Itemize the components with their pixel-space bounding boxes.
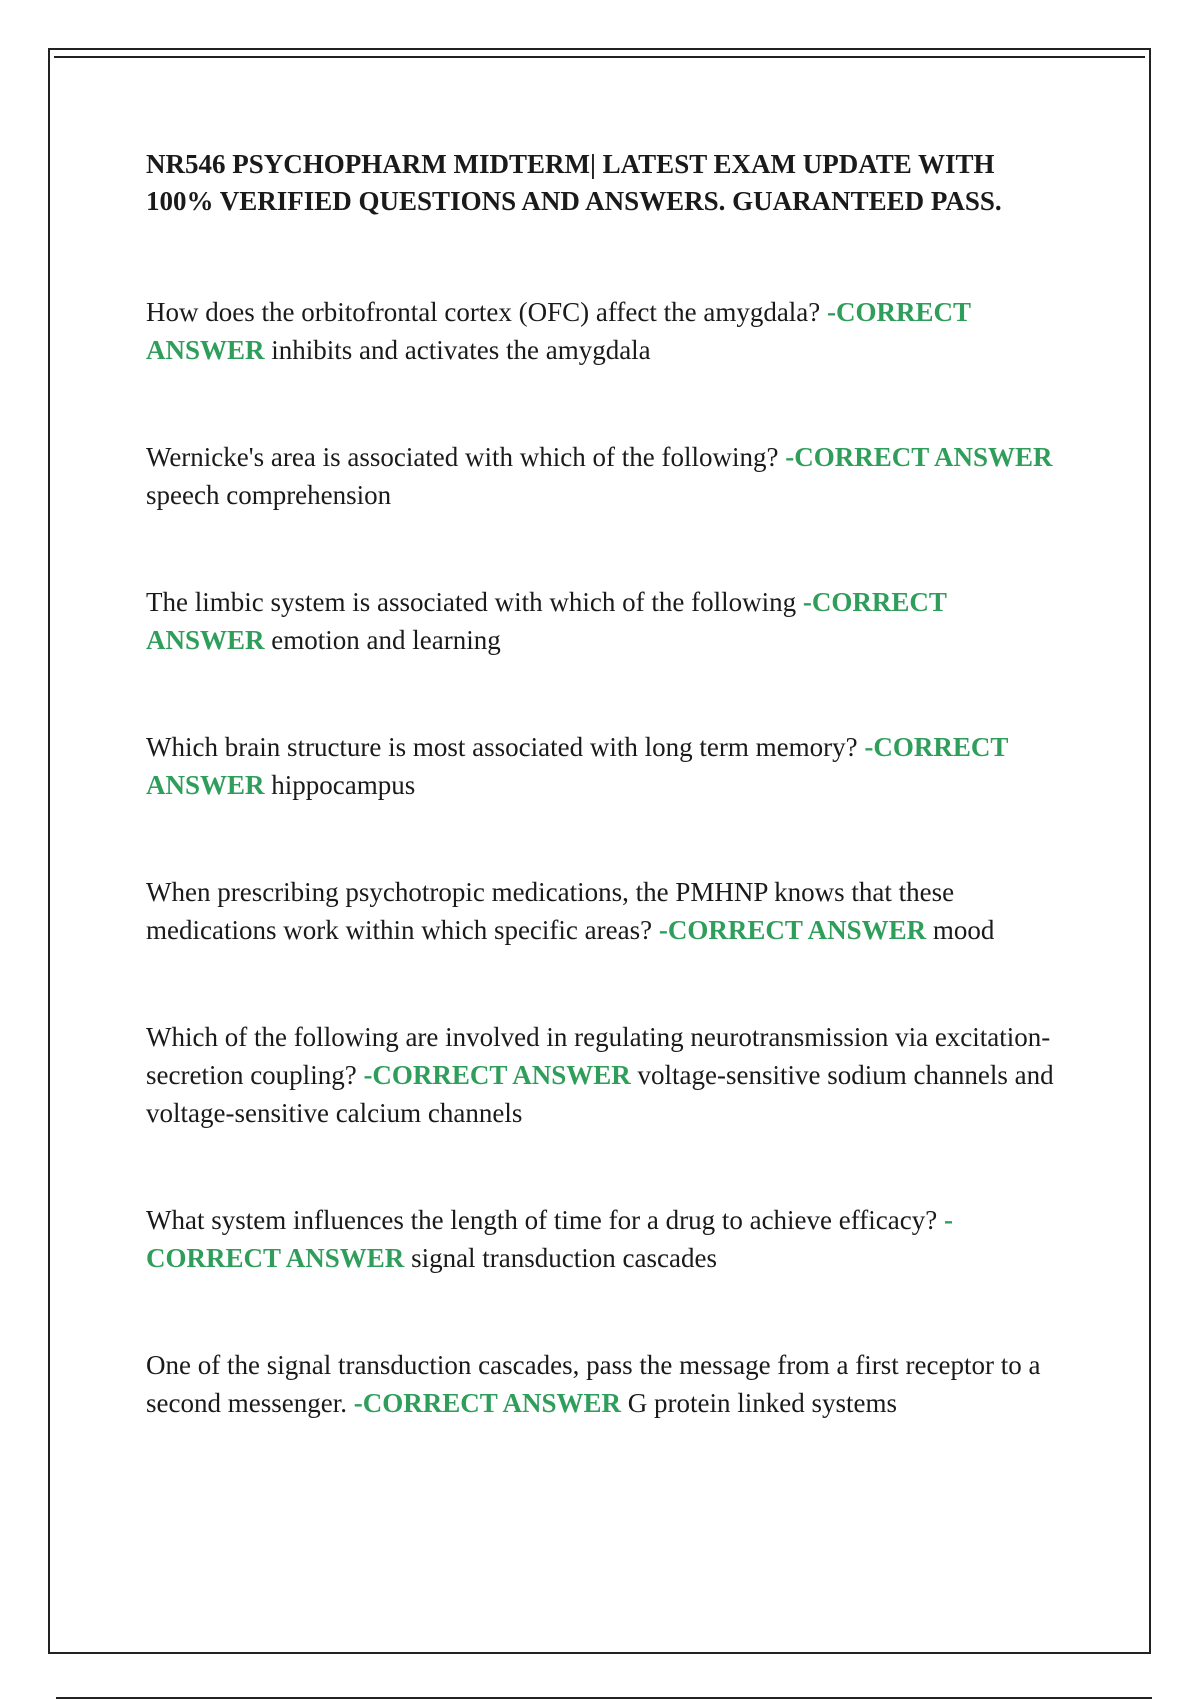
answer-text: hippocampus xyxy=(264,770,416,800)
answer-text: inhibits and activates the amygdala xyxy=(264,335,651,365)
question-text: How does the orbitofrontal cortex (OFC) affect the amygdala? xyxy=(146,297,828,327)
page-top-rule xyxy=(54,56,1145,58)
qa-item-5 xyxy=(146,873,1066,949)
qa-item-3 xyxy=(146,583,1066,659)
question-text: One of the signal transduction cascades, pass the message from a first receptor to a second messenger. xyxy=(146,1350,1041,1418)
correct-answer-label: -CORRECT ANSWER xyxy=(146,1205,953,1273)
question-text: Which brain structure is most associated with long term memory? xyxy=(146,732,865,762)
question-text: When prescribing psychotropic medications, the PMHNP knows that these medications work within which specific areas? xyxy=(146,877,955,945)
question-text: Wernicke's area is associated with which of the following? xyxy=(146,442,786,472)
document-content xyxy=(146,146,1066,1491)
qa-item-7 xyxy=(146,1201,1066,1277)
correct-answer-label: -CORRECT ANSWER xyxy=(146,732,1008,800)
correct-answer-label: -CORRECT ANSWER xyxy=(658,915,927,945)
correct-answer-label: -CORRECT ANSWER xyxy=(146,587,947,655)
correct-answer-label: -CORRECT ANSWER xyxy=(146,297,971,365)
answer-text: signal transduction cascades xyxy=(404,1243,717,1273)
answer-text: voltage-sensitive sodium channels and voltage-sensitive calcium channels xyxy=(146,1060,1054,1128)
qa-item-2 xyxy=(146,438,1066,514)
correct-answer-label: -CORRECT ANSWER xyxy=(785,442,1053,472)
qa-list xyxy=(146,293,1066,1422)
answer-text: emotion and learning xyxy=(264,625,501,655)
qa-item-4 xyxy=(146,728,1066,804)
question-text: Which of the following are involved in regulating neurotransmission via excitation-secretion coupling? xyxy=(146,1022,1051,1090)
document-title: NR546 PSYCHOPHARM MIDTERM| LATEST EXAM UPDATE WITH 100% VERIFIED QUESTIONS AND ANSWERS. GUARANTEED PASS. xyxy=(146,149,1002,216)
answer-text: speech comprehension xyxy=(146,480,392,510)
qa-item-1 xyxy=(146,293,1066,369)
correct-answer-label: -CORRECT ANSWER xyxy=(353,1388,622,1418)
answer-text: G protein linked systems xyxy=(621,1388,897,1418)
next-page-top-rule xyxy=(56,1697,1152,1699)
qa-item-6 xyxy=(146,1018,1066,1132)
question-text: The limbic system is associated with which of the following xyxy=(146,587,803,617)
correct-answer-label: -CORRECT ANSWER xyxy=(363,1060,631,1090)
answer-text: mood xyxy=(926,915,995,945)
qa-item-8 xyxy=(146,1346,1066,1422)
question-text: What system influences the length of time for a drug to achieve efficacy? xyxy=(146,1205,944,1235)
